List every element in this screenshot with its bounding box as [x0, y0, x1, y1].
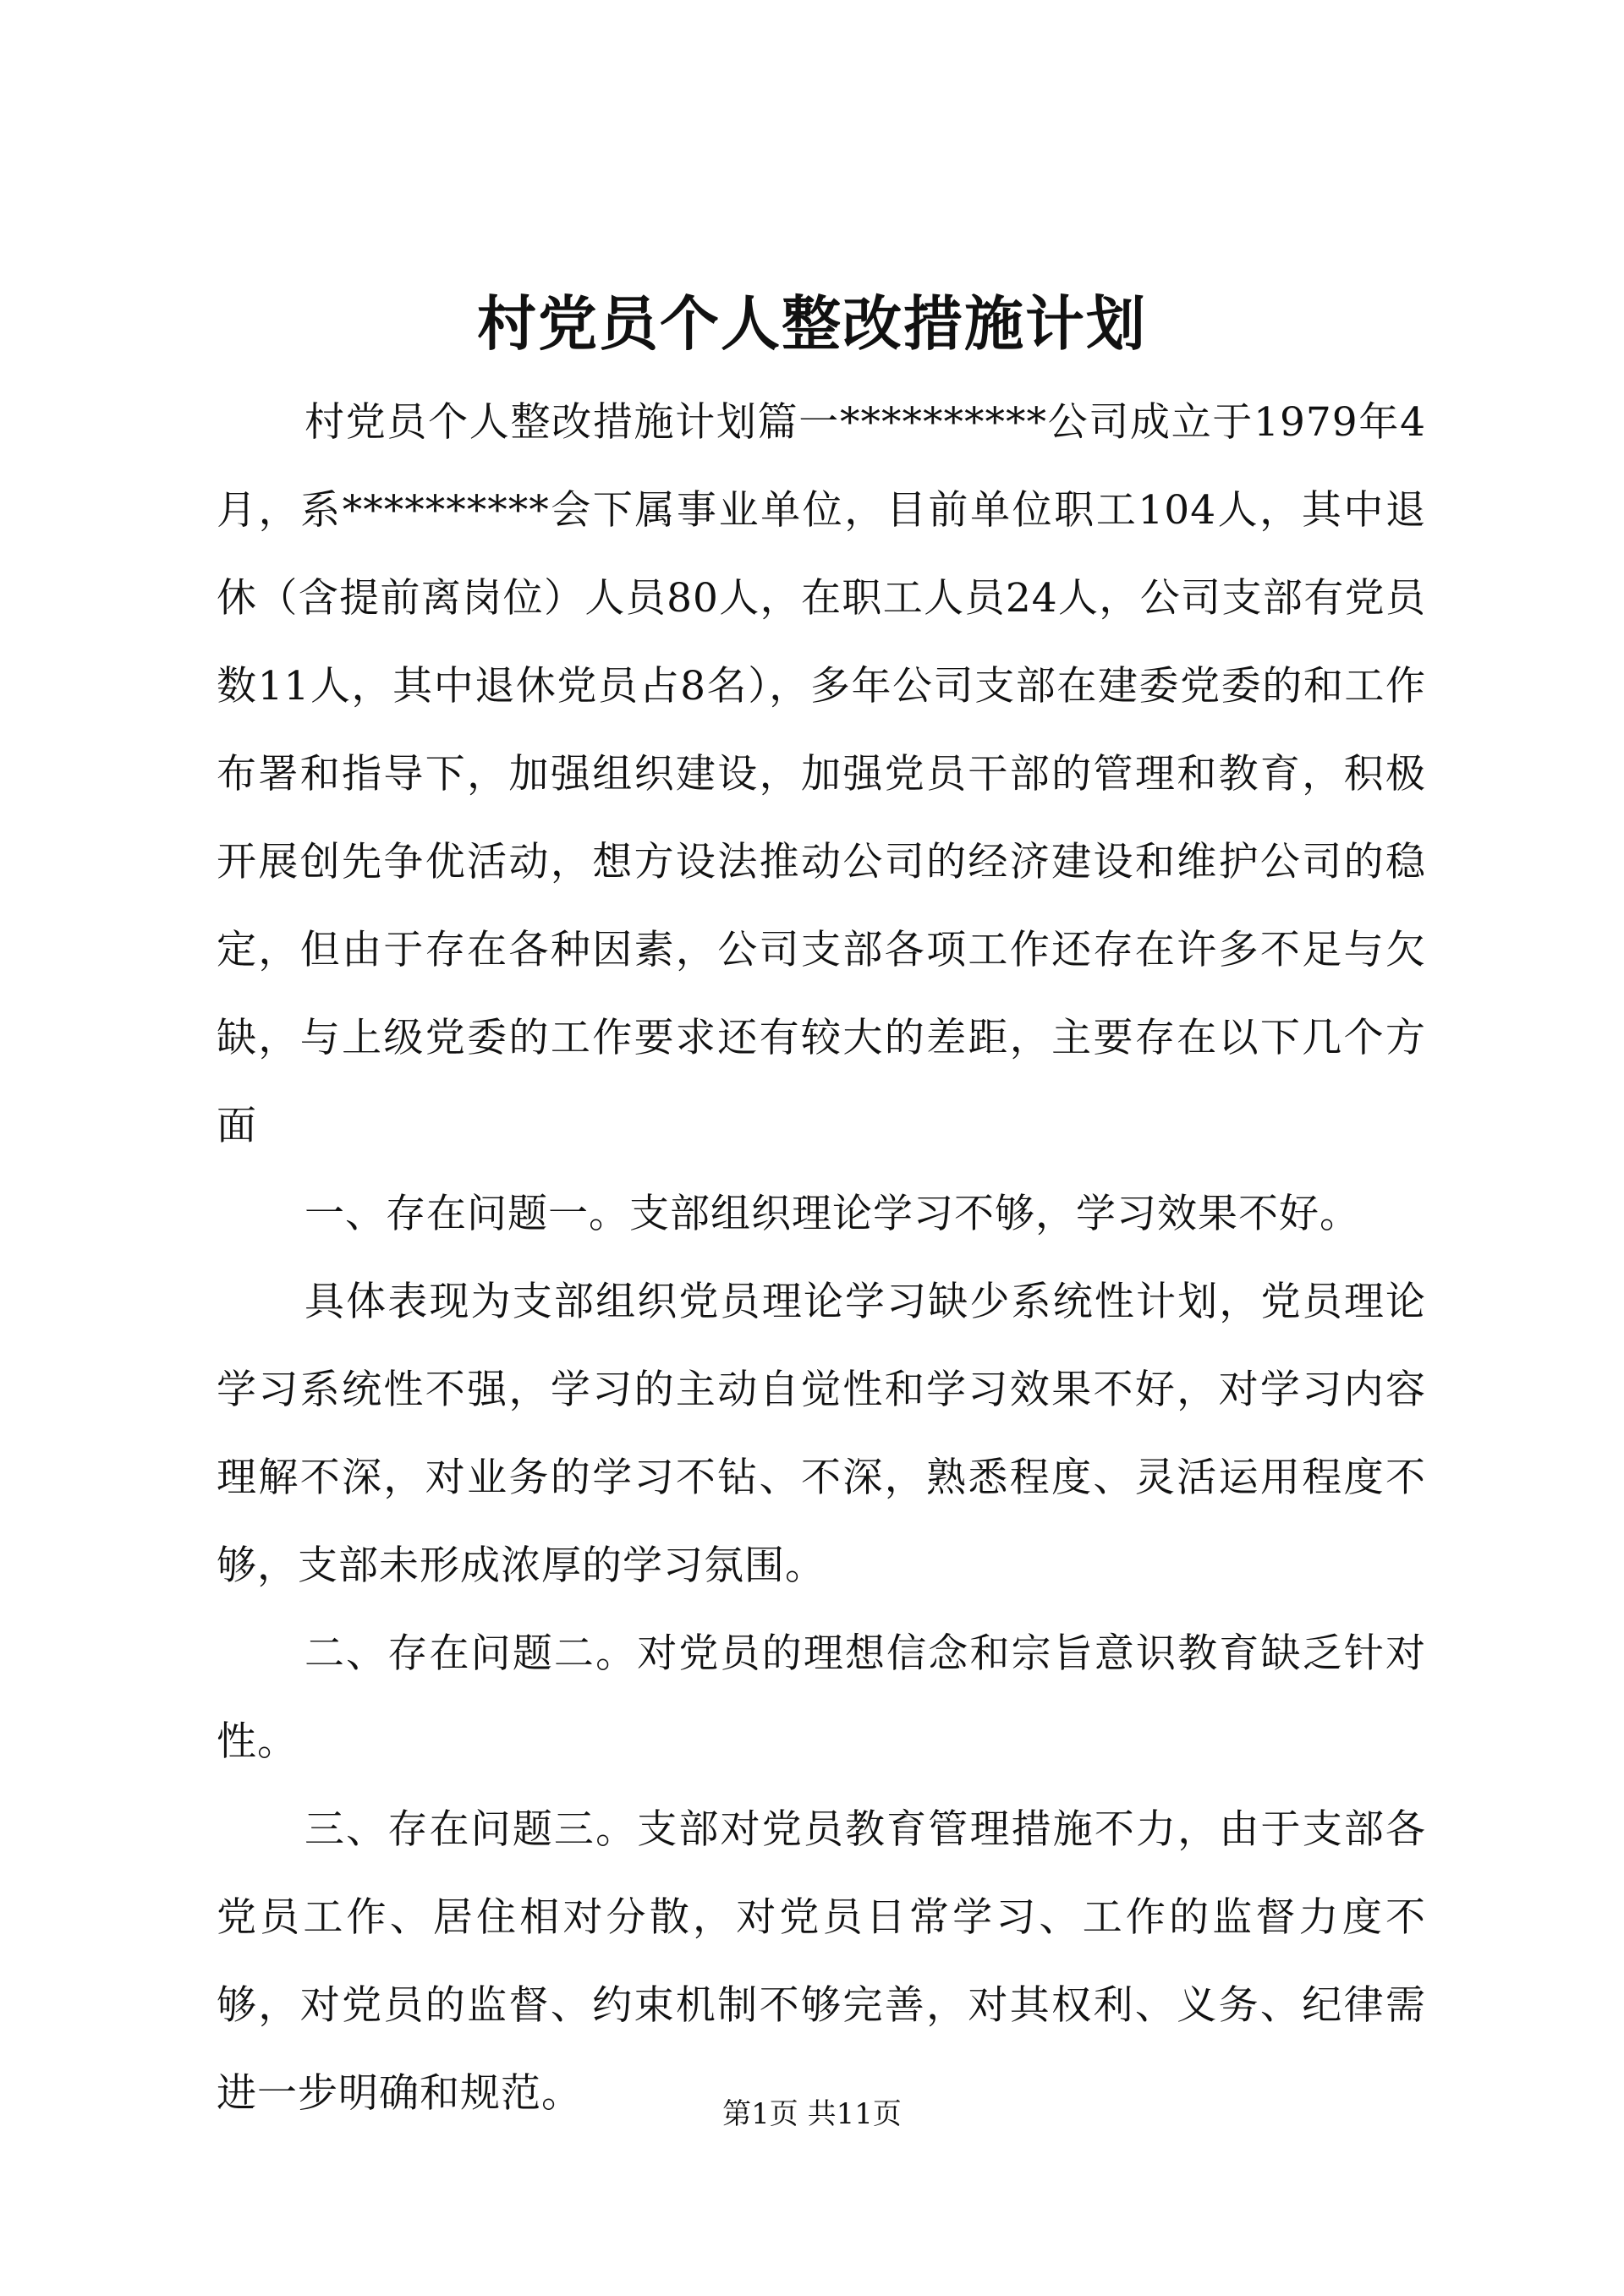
paragraph-issue-one-detail: 具体表现为支部组织党员理论学习缺少系统性计划，党员理论学习系统性不强，学习的主动自觉性和学习效果不好，对学习内容理解不深，对业务的学习不钻、不深，熟悉程度、灵活运用程度不够，支部未形成浓厚的学习氛围。 [217, 1279, 1426, 1589]
page-footer: 第1页 共11页 [722, 2097, 902, 2131]
paragraph-issue-one: 一、存在问题一。支部组织理论学习不够，学习效果不好。 [304, 1191, 1360, 1237]
document-body [217, 379, 1426, 2138]
paragraph-intro: 村党员个人整改措施计划篇一**********公司成立于1979年4月，系**********会下属事业单位，目前单位职工104人，其中退休（含提前离岗位）人员80人，在职工人员24人，公司支部有党员数11人，其中退休党员占8名），多年公司支部在建委党委的和工作布署和指导下，加强组织建设，加强党员干部的管理和教育，积极开展创先争优活动，想方设法推动公司的经济建设和维护公司的稳定，但由于存在各种因素，公司支部各项工作还存在许多不足与欠缺，与上级党委的工作要求还有较大的差距，主要存在以下几个方面 [217, 399, 1426, 1149]
document-title: 村党员个人整改措施计划 [477, 288, 1147, 359]
paragraph-issue-two: 二、存在问题二。对党员的理想信念和宗旨意识教育缺乏针对性。 [217, 1630, 1426, 1765]
paragraph-issue-three: 三、存在问题三。支部对党员教育管理措施不力，由于支部各党员工作、居住相对分散，对党员日常学习、工作的监督力度不够，对党员的监督、约束机制不够完善，对其权利、义务、纪律需进一步明确和规范。 [217, 1806, 1426, 2117]
